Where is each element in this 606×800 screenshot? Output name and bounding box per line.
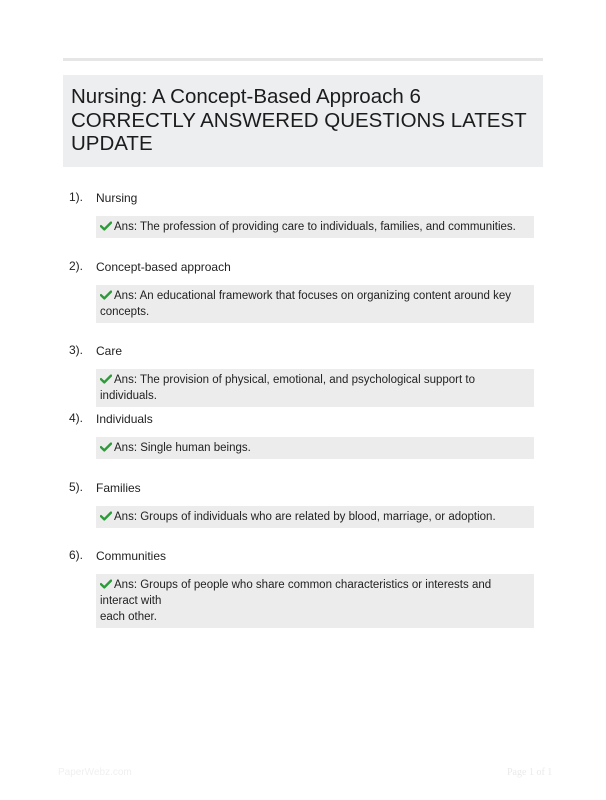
title-line: CORRECTLY ANSWERED QUESTIONS LATEST — [71, 108, 527, 132]
question-number: 2). — [69, 259, 84, 273]
question-term: Individuals — [96, 412, 153, 426]
question-number: 5). — [69, 480, 84, 494]
question-term: Communities — [96, 549, 167, 563]
question-number: 3). — [69, 343, 84, 357]
question-term: Care — [96, 344, 123, 358]
question-number: 6). — [69, 548, 84, 562]
answer-box — [96, 437, 534, 459]
question-term: Families — [96, 481, 141, 495]
answer-box — [96, 506, 534, 528]
answer-text: Ans: Single human beings. — [114, 442, 251, 454]
check-icon — [100, 290, 112, 300]
check-icon — [100, 442, 112, 452]
answer-box — [96, 216, 534, 238]
title-line: Nursing: A Concept-Based Approach 6 — [71, 85, 421, 108]
answer-text: Ans: An educational framework that focuses on organizing content around key — [114, 290, 511, 302]
answer-text: concepts. — [100, 306, 150, 318]
check-icon — [100, 374, 112, 384]
title-box — [63, 75, 543, 167]
answer-box — [96, 369, 534, 407]
answer-text: Ans: Groups of individuals who are related by blood, marriage, or adoption. — [114, 511, 496, 523]
title-line: UPDATE — [71, 132, 153, 155]
page-number: Page 1 of 1 — [507, 767, 553, 778]
question-term: Concept-based approach — [96, 260, 231, 274]
top-divider — [63, 58, 543, 61]
answer-text: Ans: The profession of providing care to individuals, families, and communities. — [114, 221, 516, 233]
answer-text: each other. — [100, 611, 157, 623]
footer-watermark: PaperWebz.com — [58, 767, 132, 778]
check-icon — [100, 221, 112, 231]
page-title — [71, 85, 535, 156]
answer-text: Ans: Groups of people who share common characteristics or interests and interact with — [100, 579, 492, 607]
answer-box — [96, 285, 534, 323]
question-number: 4). — [69, 411, 84, 425]
check-icon — [100, 511, 112, 521]
check-icon — [100, 579, 112, 589]
question-number: 1). — [69, 190, 84, 204]
answer-box — [96, 574, 534, 628]
question-term: Nursing — [96, 191, 138, 205]
answer-text: Ans: The provision of physical, emotional, and psychological support to individuals. — [100, 374, 475, 402]
